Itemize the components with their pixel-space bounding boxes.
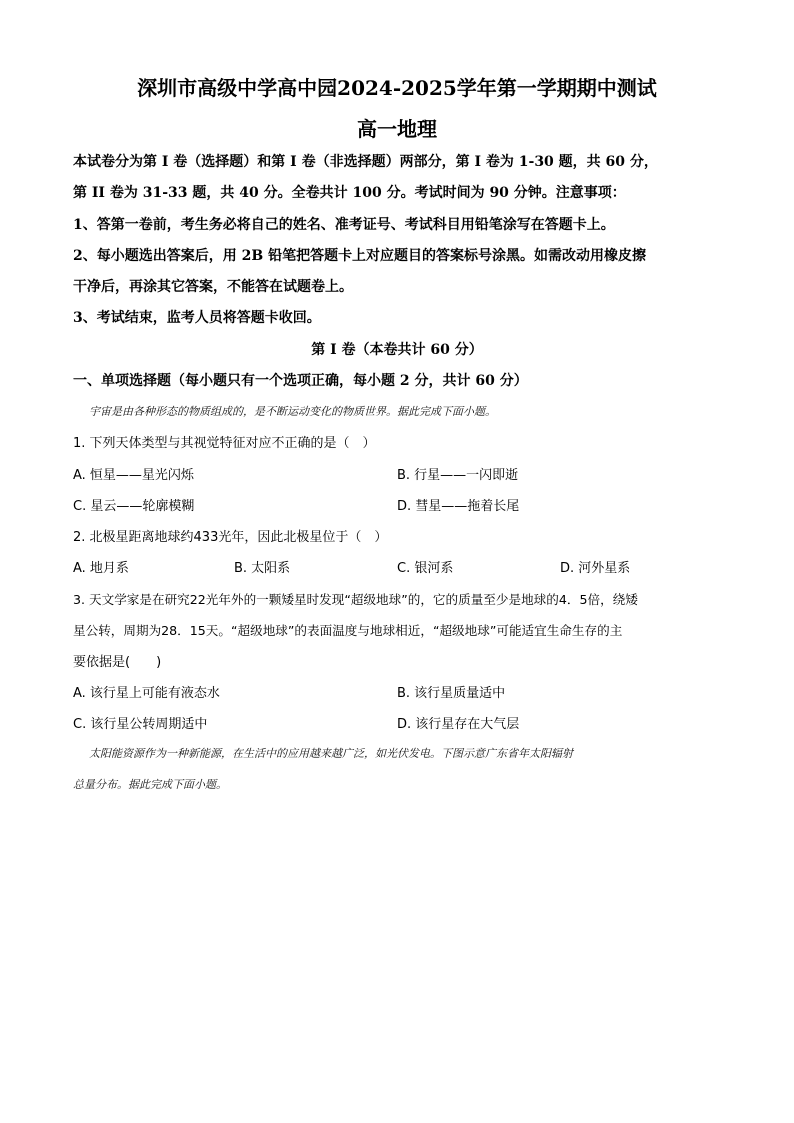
instruction-line: 1、答第一卷前，考生务必将自己的姓名、准考证号、考试科目用铅笔涂写在答题卡上。 [73,217,615,233]
instruction-line: 本试卷分为第 I 卷（选择题）和第 I 卷（非选择题）两部分，第 I 卷为 1-30 题，共 60 分， [73,154,658,170]
group-intro: 太阳能资源作为一种新能源，在生活中的应用越来越广泛，如光伏发电。下图示意广东省年太阳辐射 [89,747,573,760]
question-1-stem: 1. 下列天体类型与其视觉特征对应不正确的是（ ） [73,436,376,451]
exam-subtitle: 高一地理 [357,117,437,141]
question-2-option-a: A. 地月系 [73,561,129,576]
instruction-line: 干净后，再涂其它答案，不能答在试题卷上。 [73,279,353,295]
question-2-option-d: D. 河外星系 [560,561,631,576]
question-3-option-c: C. 该行星公转周期适中 [73,717,208,732]
question-2-option-b: B. 太阳系 [234,561,291,576]
question-1-option-a: A. 恒星——星光闪烁 [73,468,194,483]
section-heading: 一、单项选择题（每小题只有一个选项正确，每小题 2 分，共计 60 分） [73,373,528,389]
instruction-line: 2、每小题选出答案后，用 2B 铅笔把答题卡上对应题目的答案标号涂黑。如需改动用橡皮擦 [73,248,647,264]
exam-title: 深圳市高级中学高中园2024-2025学年第一学期期中测试 [137,76,657,100]
question-1-option-c: C. 星云——轮廓模糊 [73,499,195,514]
question-3-option-a: A. 该行星上可能有液态水 [73,686,220,701]
instruction-line: 第 II 卷为 31-33 题，共 40 分。全卷共计 100 分。考试时间为 90 分钟。注意事项： [73,185,626,201]
part-heading: 第 I 卷（本卷共计 60 分） [311,342,483,358]
question-1-option-d: D. 彗星——拖着长尾 [397,499,520,514]
question-2-stem: 2. 北极星距离地球约433光年，因此北极星位于（ ） [73,530,388,545]
question-3-stem: 星公转，周期为28．15天。“超级地球”的表面温度与地球相近，“超级地球”可能适宜生命生存的主 [73,623,623,638]
question-3-stem: 3. 天文学家是在研究22光年外的一颗矮星时发现“超级地球”的，它的质量至少是地球的4．5倍，绕矮 [73,592,638,607]
group-intro: 总量分布。据此完成下面小题。 [73,778,227,791]
question-3-option-b: B. 该行星质量适中 [397,686,506,701]
question-3-stem: 要依据是( ) [73,655,162,670]
question-1-option-b: B. 行星——一闪即逝 [397,468,519,483]
instruction-line: 3、考试结束，监考人员将答题卡收回。 [73,310,321,326]
group-intro: 宇宙是由各种形态的物质组成的，是不断运动变化的物质世界。据此完成下面小题。 [89,405,496,418]
question-2-option-c: C. 银河系 [397,561,454,576]
question-3-option-d: D. 该行星存在大气层 [397,717,520,732]
